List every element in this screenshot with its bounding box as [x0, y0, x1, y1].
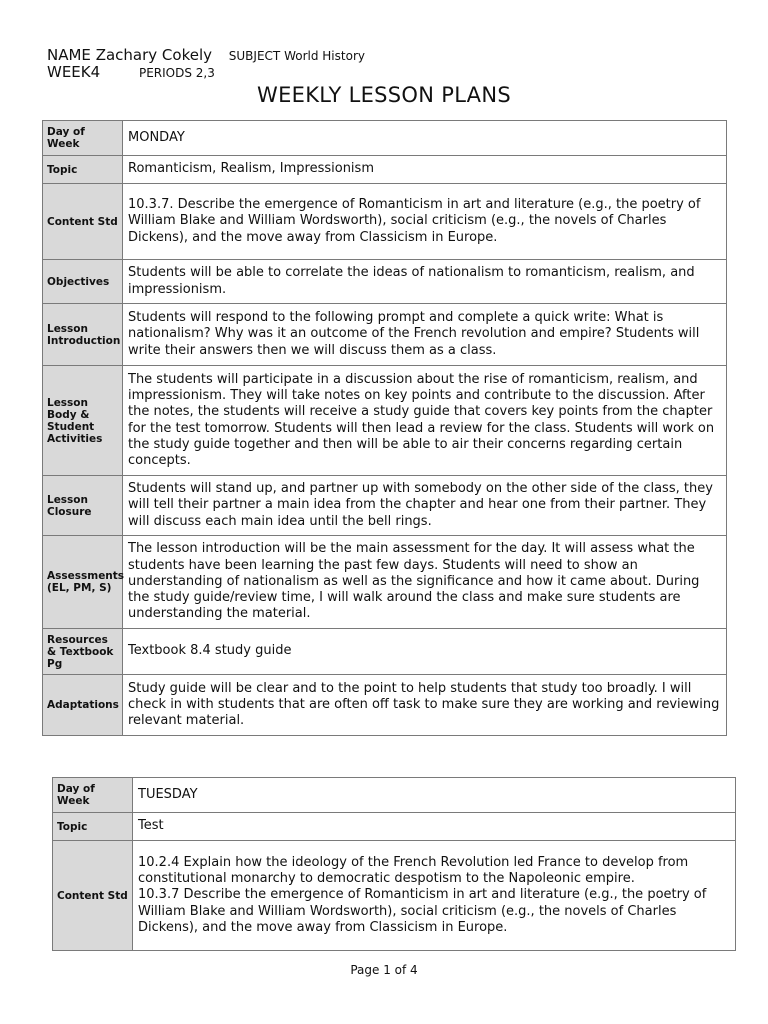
name-value: Zachary Cokely: [95, 46, 212, 64]
day-label: Day of Week: [53, 778, 133, 813]
periods-value: 2,3: [195, 66, 215, 80]
lesson-intro-value: Students will respond to the following prompt and complete a quick write: What is nationalism? Why was it an outcome of the French revolution and empire? Students will write their answers then we will discuss them as a class.: [123, 304, 727, 366]
periods-label: PERIODS: [138, 66, 192, 80]
week-label: WEEK: [47, 63, 91, 81]
subject-label: SUBJECT: [228, 49, 281, 63]
day-label: Day of Week: [43, 121, 123, 156]
table-row: [43, 476, 727, 536]
table-row: [43, 121, 727, 156]
table-row: [53, 841, 736, 951]
objectives-value: Students will be able to correlate the ideas of nationalism to romanticism, realism, and impressionism.: [123, 260, 727, 304]
table-row: [43, 366, 727, 476]
header-line-week: [47, 63, 215, 81]
objectives-label: Objectives: [43, 260, 123, 304]
table-row: [43, 184, 727, 260]
subject-value: World History: [284, 49, 365, 63]
content-std-label: Content Std: [53, 841, 133, 951]
lesson-closure-label: Lesson Closure: [43, 476, 123, 536]
day-value: MONDAY: [123, 121, 727, 156]
topic-value: Romanticism, Realism, Impressionism: [123, 156, 727, 184]
table-row: [43, 629, 727, 675]
day-value: TUESDAY: [133, 778, 736, 813]
lesson-body-label: Lesson Body & Student Activities: [43, 366, 123, 476]
content-std-value: 10.2.4 Explain how the ideology of the French Revolution led France to develop from constitutional monarchy to democratic despotism to the Napoleonic empire. 10.3.7 Describe the emergence of Romanticism in art and literature (e.g., the poetry of William Blake and William Wordsworth), social criticism (e.g., the novels of Charles Dickens), and the move away from Classicism in Europe.: [133, 841, 736, 951]
assessments-value: The lesson introduction will be the main assessment for the day. It will assess what the students have been learning the past few days. Students will need to show an understanding of nationalism as well as the significance and how it came about. During the study guide/review time, I will walk around the class and make sure students are understanding the material.: [123, 536, 727, 629]
resources-value: Textbook 8.4 study guide: [123, 629, 727, 675]
topic-label: Topic: [53, 813, 133, 841]
table-row: [53, 813, 736, 841]
lesson-table-tuesday: [52, 777, 736, 951]
assessments-label: Assessments (EL, PM, S): [43, 536, 123, 629]
content-std-value: 10.3.7. Describe the emergence of Romanticism in art and literature (e.g., the poetry of William Blake and William Wordsworth), social criticism (e.g., the novels of Charles Dickens), and the move away from Classicism in Europe.: [123, 184, 727, 260]
table-row: [43, 260, 727, 304]
adaptations-value: Study guide will be clear and to the point to help students that study too broadly. I will check in with students that are often off task to make sure they are working and reviewing relevant material.: [123, 675, 727, 736]
topic-value: Test: [133, 813, 736, 841]
table-row: [43, 675, 727, 736]
adaptations-label: Adaptations: [43, 675, 123, 736]
table-row: [53, 778, 736, 813]
page-title: WEEKLY LESSON PLANS: [257, 83, 511, 107]
resources-label: Resources & Textbook Pg: [43, 629, 123, 675]
lesson-closure-value: Students will stand up, and partner up with somebody on the other side of the class, they will tell their partner a main idea from the chapter and hear one from their partner. They will discuss each main idea until the bell rings.: [123, 476, 727, 536]
table-row: [43, 536, 727, 629]
page-number: Page 1 of 4: [350, 963, 418, 977]
name-label: NAME: [47, 46, 91, 64]
lesson-table-monday: [42, 120, 727, 736]
table-row: [43, 156, 727, 184]
header-line-name: [47, 46, 365, 64]
lesson-intro-label: Lesson Introduction: [43, 304, 123, 366]
content-std-label: Content Std: [43, 184, 123, 260]
table-row: [43, 304, 727, 366]
topic-label: Topic: [43, 156, 123, 184]
lesson-body-value: The students will participate in a discussion about the rise of romanticism, realism, and impressionism. They will take notes on key points and contribute to the discussion. After the notes, the students will receive a study guide that covers key points from the chapter for the test tomorrow. Students will then lead a review for the class. Students will work on the study guide together and then will be able to air their concerns regarding certain concepts.: [123, 366, 727, 476]
week-value: 4: [90, 63, 101, 81]
